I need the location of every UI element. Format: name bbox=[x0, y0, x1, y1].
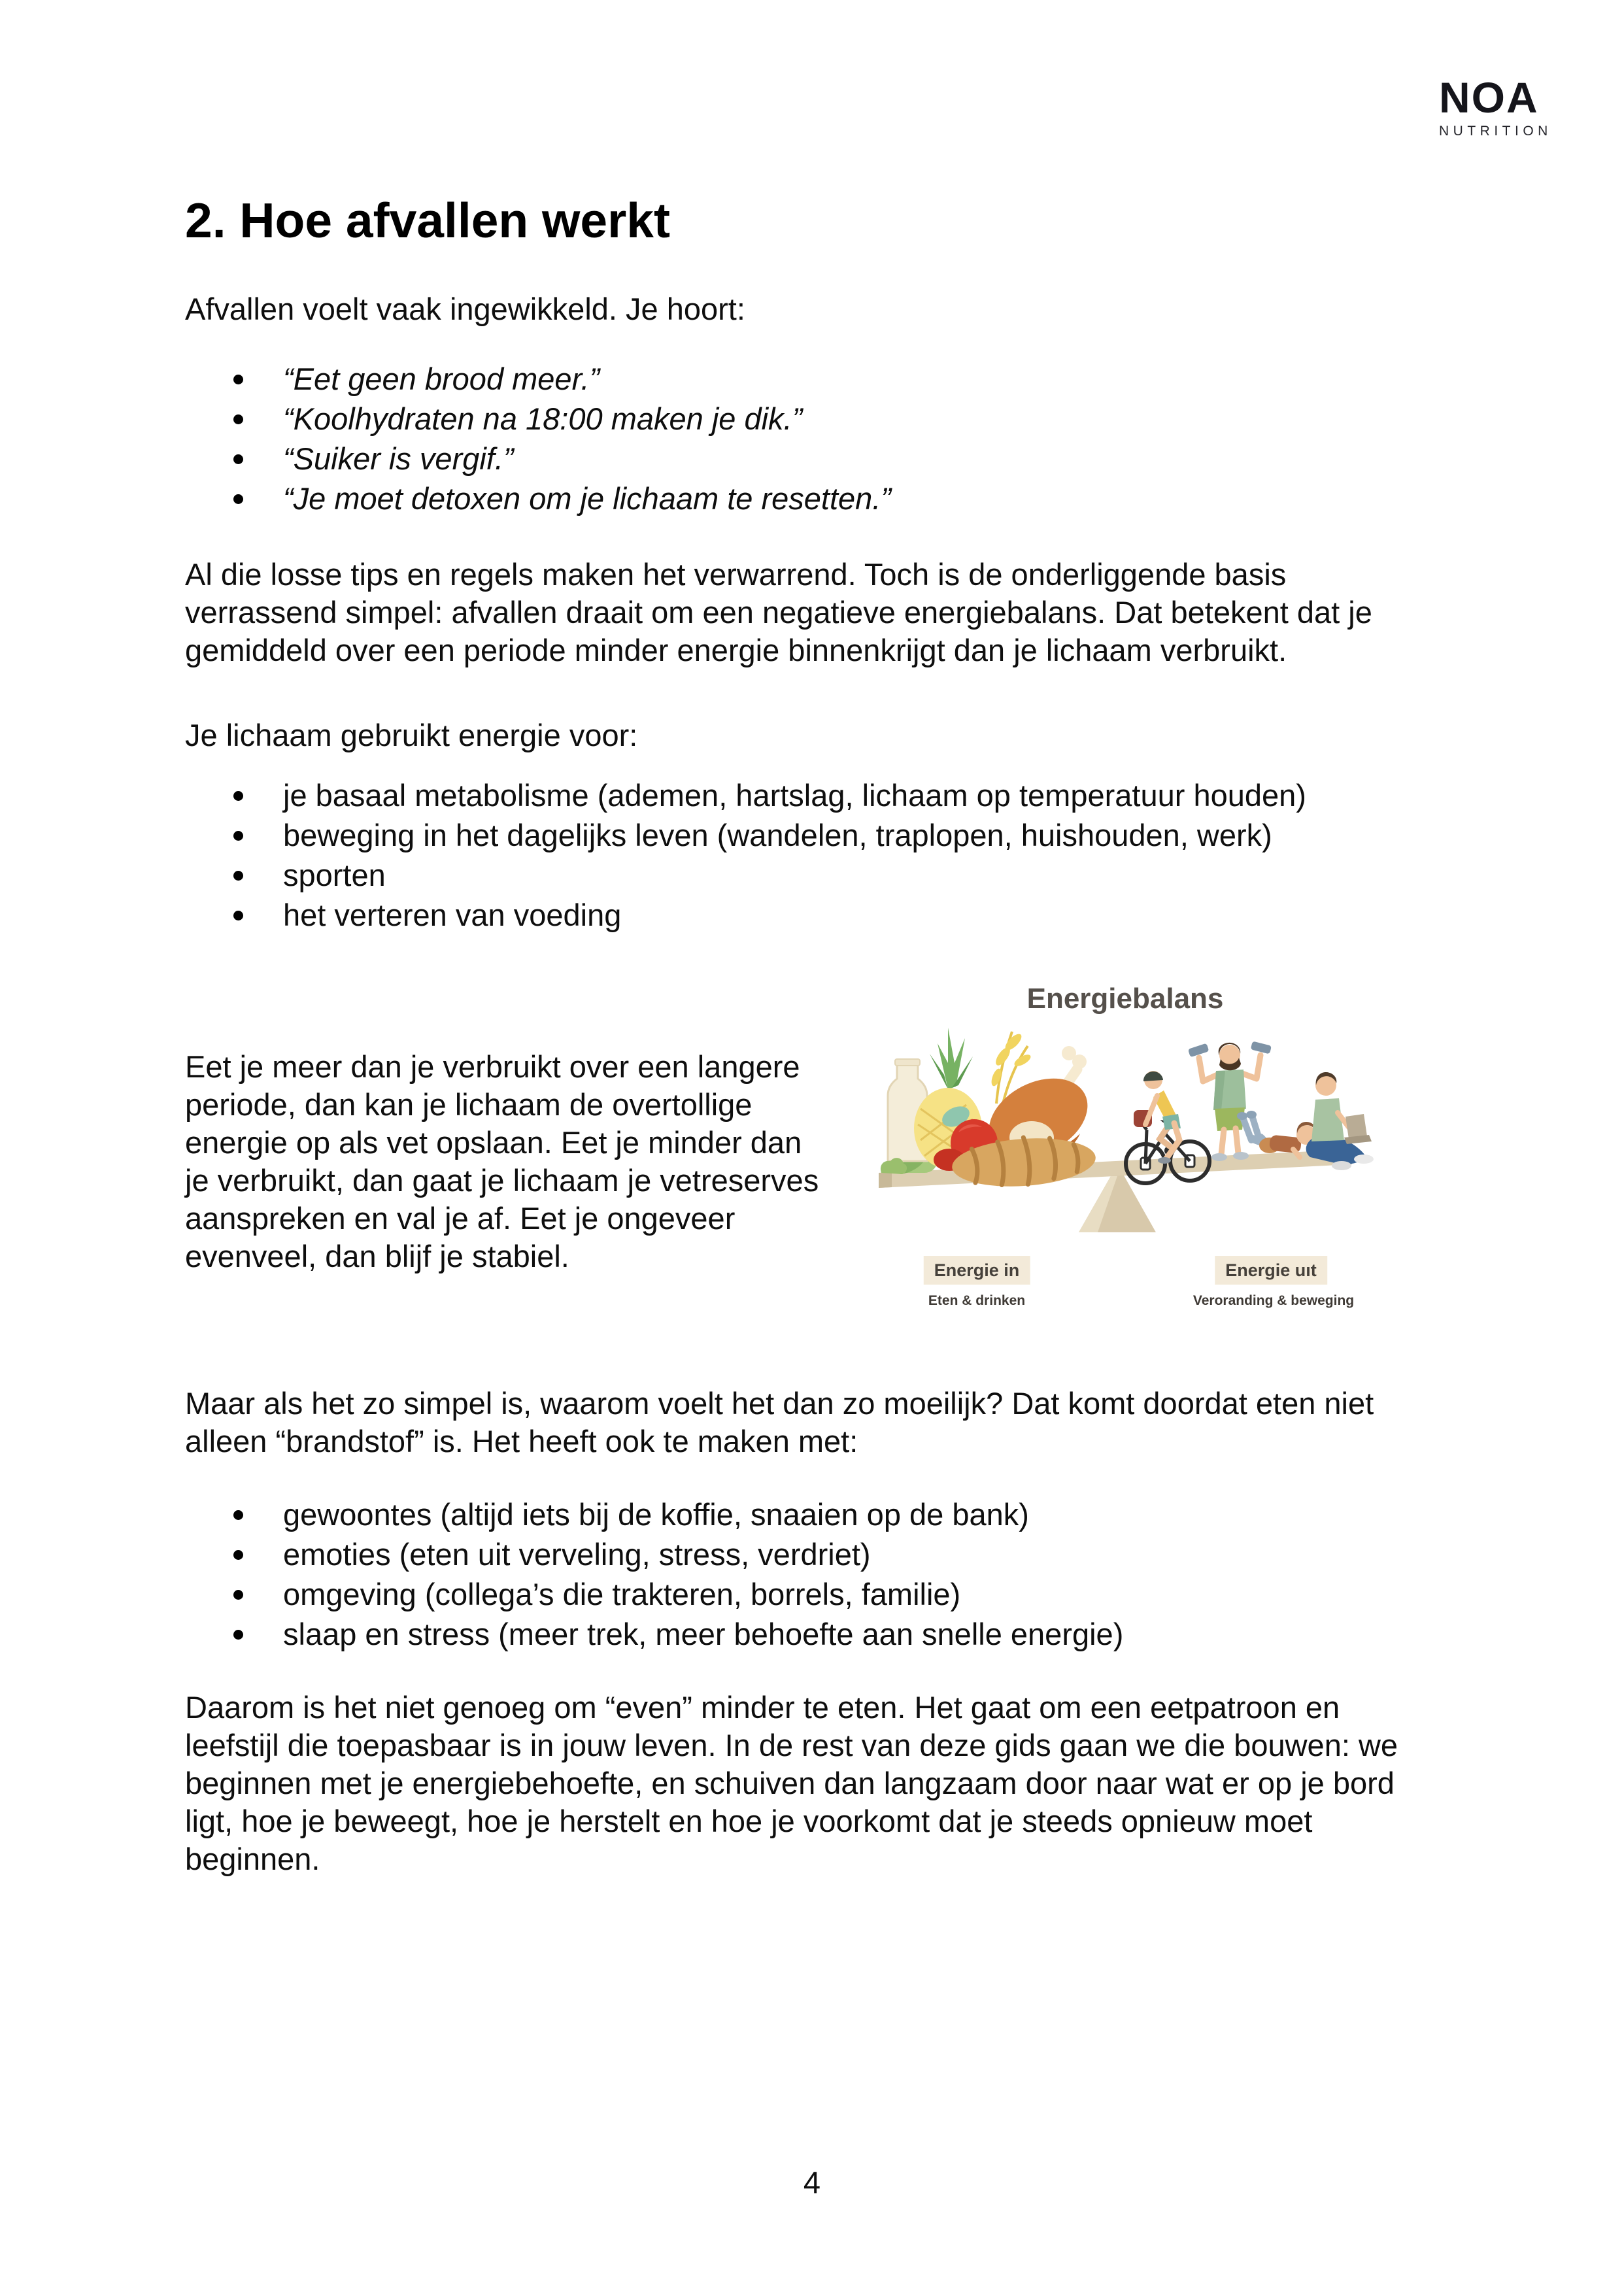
list-item bbox=[185, 896, 1460, 934]
quote-text: “Suiker is vergif.” bbox=[283, 441, 514, 476]
intro-paragraph: Afvallen voelt vaak ingewikkeld. Je hoort: bbox=[185, 292, 745, 326]
energy-use-text: sporten bbox=[283, 858, 386, 892]
brand-name: NOA bbox=[1439, 73, 1539, 122]
food-group bbox=[881, 1028, 1101, 1191]
list-item bbox=[185, 360, 1427, 398]
closing-paragraph: Daarom is het niet genoeg om “even” minder te eten. Het gaat om een eetpatroon en leefstijl die toepasbaar is in jouw leven. In de rest van deze gids gaan we die bouwen: we beginnen met je energiebehoefte, en schuiven dan langzaam door naar wat er op je bord ligt, hoe je beweegt, hoe je herstelt en hoe je voorkomt dat je steeds opnieuw moet beginnen. bbox=[185, 1690, 1398, 1876]
why-hard-paragraph: Maar als het zo simpel is, waarom voelt het dan zo moeilijk? Dat komt doordat eten niet alleen “brandstof” is. Het heeft ook te maken met: bbox=[185, 1386, 1374, 1459]
quote-text: “Je moet detoxen om je lichaam te resetten.” bbox=[283, 481, 891, 516]
bullet-dot bbox=[233, 911, 243, 920]
page-title: 2. Hoe afvallen werkt bbox=[185, 193, 670, 248]
brand-logo bbox=[1439, 73, 1552, 139]
list-item bbox=[185, 777, 1460, 815]
bullet-dot bbox=[233, 494, 243, 504]
factor-text: emoties (eten uit verveling, stress, verdriet) bbox=[283, 1537, 871, 1572]
basis-paragraph: Al die losse tips en regels maken het verwarrend. Toch is de onderliggende basis verrassend simpel: afvallen draait om een negatieve energiebalans. Dat betekent dat je gemiddeld over een periode minder energie binnenkrijgt dan je lichaam verbruikt. bbox=[185, 557, 1372, 667]
bullet-dot bbox=[233, 1590, 243, 1600]
factors-list bbox=[185, 1496, 1460, 1655]
laptop-person-shirt bbox=[1311, 1098, 1344, 1141]
energy-balance-illustration bbox=[875, 965, 1432, 1332]
energy-use-text: je basaal metabolisme (ademen, hartslag, lichaam op temperatuur houden) bbox=[283, 778, 1306, 813]
energy-in-label: Energie in bbox=[924, 1256, 1030, 1285]
quotes-list bbox=[185, 360, 1427, 520]
bullet-dot bbox=[233, 454, 243, 464]
seesaw-plank-end-cap bbox=[879, 1172, 892, 1188]
quote-text: “Eet geen brood meer.” bbox=[283, 362, 600, 396]
lying-person-icon bbox=[1237, 1111, 1316, 1157]
list-item bbox=[185, 1576, 1460, 1613]
quote-text: “Koolhydraten na 18:00 maken je dik.” bbox=[283, 401, 803, 436]
energy-use-text: het verteren van voeding bbox=[283, 898, 622, 932]
bullet-dot bbox=[233, 871, 243, 881]
factor-text: slaap en stress (meer trek, meer behoefte aan snelle energie) bbox=[283, 1617, 1124, 1651]
energy-use-text: beweging in het dagelijks leven (wandelen, traplopen, huishouden, werk) bbox=[283, 818, 1272, 852]
list-item bbox=[185, 817, 1460, 854]
laptop-icon bbox=[1344, 1114, 1372, 1144]
bullet-dot bbox=[233, 791, 243, 801]
bullet-dot bbox=[233, 414, 243, 424]
helmet-icon bbox=[1143, 1071, 1163, 1081]
laptop-person-icon bbox=[1306, 1072, 1374, 1170]
list-item bbox=[185, 440, 1427, 478]
bullet-dot bbox=[233, 1510, 243, 1520]
balance-paragraph: Eet je meer dan je verbruikt over een langere periode, dan kan je lichaam de overtollige energie op als vet opslaan. Eet je minder dan je verbruikt, dan gaat je lichaam je vetreserves aanspreken en val je af. Eet je ongeveer evenveel, dan blijf je stabiel. bbox=[185, 1049, 819, 1274]
bullet-dot bbox=[233, 831, 243, 841]
list-item bbox=[185, 1615, 1460, 1653]
bullet-dot bbox=[233, 1550, 243, 1560]
energy-intro-paragraph: Je lichaam gebruikt energie voor: bbox=[185, 718, 638, 752]
energy-uses-list bbox=[185, 777, 1460, 936]
brand-tagline: NUTRITION bbox=[1439, 124, 1552, 139]
bullet-dot bbox=[233, 1630, 243, 1640]
energy-in-sublabel: Eten & drinken bbox=[928, 1293, 1026, 1308]
list-item bbox=[185, 480, 1427, 518]
list-item bbox=[185, 856, 1460, 894]
list-item bbox=[185, 1496, 1460, 1534]
factor-text: omgeving (collega’s die trakteren, borrels, familie) bbox=[283, 1577, 961, 1611]
list-item bbox=[185, 400, 1427, 438]
factor-text: gewoontes (altijd iets bij de koffie, snaaien op de bank) bbox=[283, 1497, 1029, 1532]
page-number: 4 bbox=[803, 2165, 821, 2200]
list-item bbox=[185, 1536, 1460, 1574]
illustration-title: Energiebalans bbox=[1026, 983, 1224, 1015]
energy-out-label: Energie uıt bbox=[1215, 1256, 1327, 1285]
energy-out-sublabel: Veroranding & beweging bbox=[1193, 1293, 1355, 1308]
bullet-dot bbox=[233, 375, 243, 384]
